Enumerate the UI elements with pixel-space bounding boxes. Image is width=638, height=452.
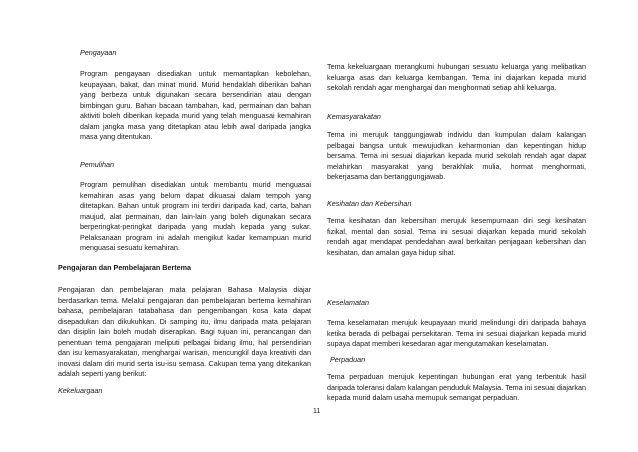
- kekeluargaan-paragraph: Tema kekeluargaan merangkumi hubungan sesuatu keluarga yang melibatkan keluarga asas dan keluarga kembangan. Tema ini diajarkan kepada murid sekolah rendah agar menghargai dan menghormati setiap ahli keluarga.: [327, 62, 586, 92]
- kesihatan-heading: Kesihatan dan Kebersihan: [327, 199, 412, 208]
- kemasyarakatan-paragraph: Tema ini merujuk tanggungjawab individu dan kumpulan dalam kalangan pelbagai bangsa untuk mewujudkan keharmonian dan kepentingan hidup bersama. Tema ini sesuai diajarkan kepada murid sekolah rendah agar dapat melahirkan masyarakat yang berakhlak mulia, hormat menghormati, bekerjasama dan bertanggungjawab.: [327, 130, 586, 181]
- keselamatan-heading: Keselamatan: [327, 298, 369, 307]
- kekeluargaan-heading: Kekeluargaan: [58, 386, 103, 395]
- pemulihan-heading: Pemulihan: [80, 160, 114, 169]
- section-heading: Pengajaran dan Pembelajaran Bertema: [58, 263, 192, 272]
- kemasyarakatan-heading: Kemasyarakatan: [327, 112, 381, 121]
- perpaduan-heading: Perpaduan: [330, 355, 366, 364]
- kesihatan-paragraph: Tema kesihatan dan kebersihan merujuk kesempurnaan diri segi kesihatan fizikal, mental dan sosial. Tema ini sesuai diajarkan kepada murid sekolah rendah agar mendapat pendedahan awal berkaitan penjagaan kebersihan dan kesihatan, dan amalan gaya hidup sihat.: [327, 216, 586, 257]
- pemulihan-paragraph: Program pemulihan disediakan untuk membantu murid menguasai kemahiran asas yang belum dapat dikuasai dalam tempoh yang ditetapkan. Bahan untuk program ini terdiri daripada kad, carta, bahan maujud, alat permainan, dan lain-lain yang boleh digunakan secara berperingkat-peringkat daripada yang mudah kepada yang sukar. Pelaksanaan program ini adalah mengikut kadar kemampuan murid menguasai sesuatu kemahiran.: [80, 180, 311, 252]
- pengayaan-heading: Pengayaan: [80, 48, 117, 57]
- section-paragraph: Pengajaran dan pembelajaran mata pelajaran Bahasa Malaysia diajar berdasarkan tema. Melalui pengajaran dan pembelajaran bertema kemahiran bahasa, pembelajaran tatabahasa dan pengembangan kosa kata dapat disepadukan dan dikukuhkan. Di samping itu, ilmu daripada mata pelajaran dan disiplin lain boleh mudah diserapkan. Bagi tujuan ini, perancangan dan penentuan tema pengajaran meliputi pelbagai bidang ilmu, hal persendirian dan isu kemasyarakatan, menghargai warisan, mencungkil daya kreativiti dan inovasi dalam diri murid serta isu-isu semasa. Cakupan tema yang ditekankan adalah seperti yang berikut:: [58, 285, 311, 378]
- pengayaan-paragraph: Program pengayaan disediakan untuk memantapkan kebolehan, keupayaan, bakat, dan minat murid. Murid hendaklah diberikan bahan yang berbeza untuk digunakan secara bersendirian atau dengan bimbingan guru. Bahan bacaan tambahan, kad, permainan dan bahan aktiviti boleh diberikan kepada murid yang telah menguasai kemahiran dalam jangka masa yang ditetapkan atau lebih awal daripada jangka masa yang ditentukan.: [80, 69, 311, 141]
- keselamatan-paragraph: Tema keselamatan merujuk keupayaan murid melindungi diri daripada bahaya ketika berada di pelbagai persekitaran. Tema ini sesuai diajarkan kepada murid supaya dapat memberi kesedaran agar mengutamakan keselamatan.: [327, 318, 586, 348]
- perpaduan-paragraph: Tema perpaduan merujuk kepentingan hubungan erat yang terbentuk hasil daripada toleransi dalam kalangan penduduk Malaysia. Tema ini sesuai diajarkan kepada murid dalam usaha memupuk semangat perpaduan.: [327, 372, 586, 402]
- page-number: 11: [313, 408, 321, 415]
